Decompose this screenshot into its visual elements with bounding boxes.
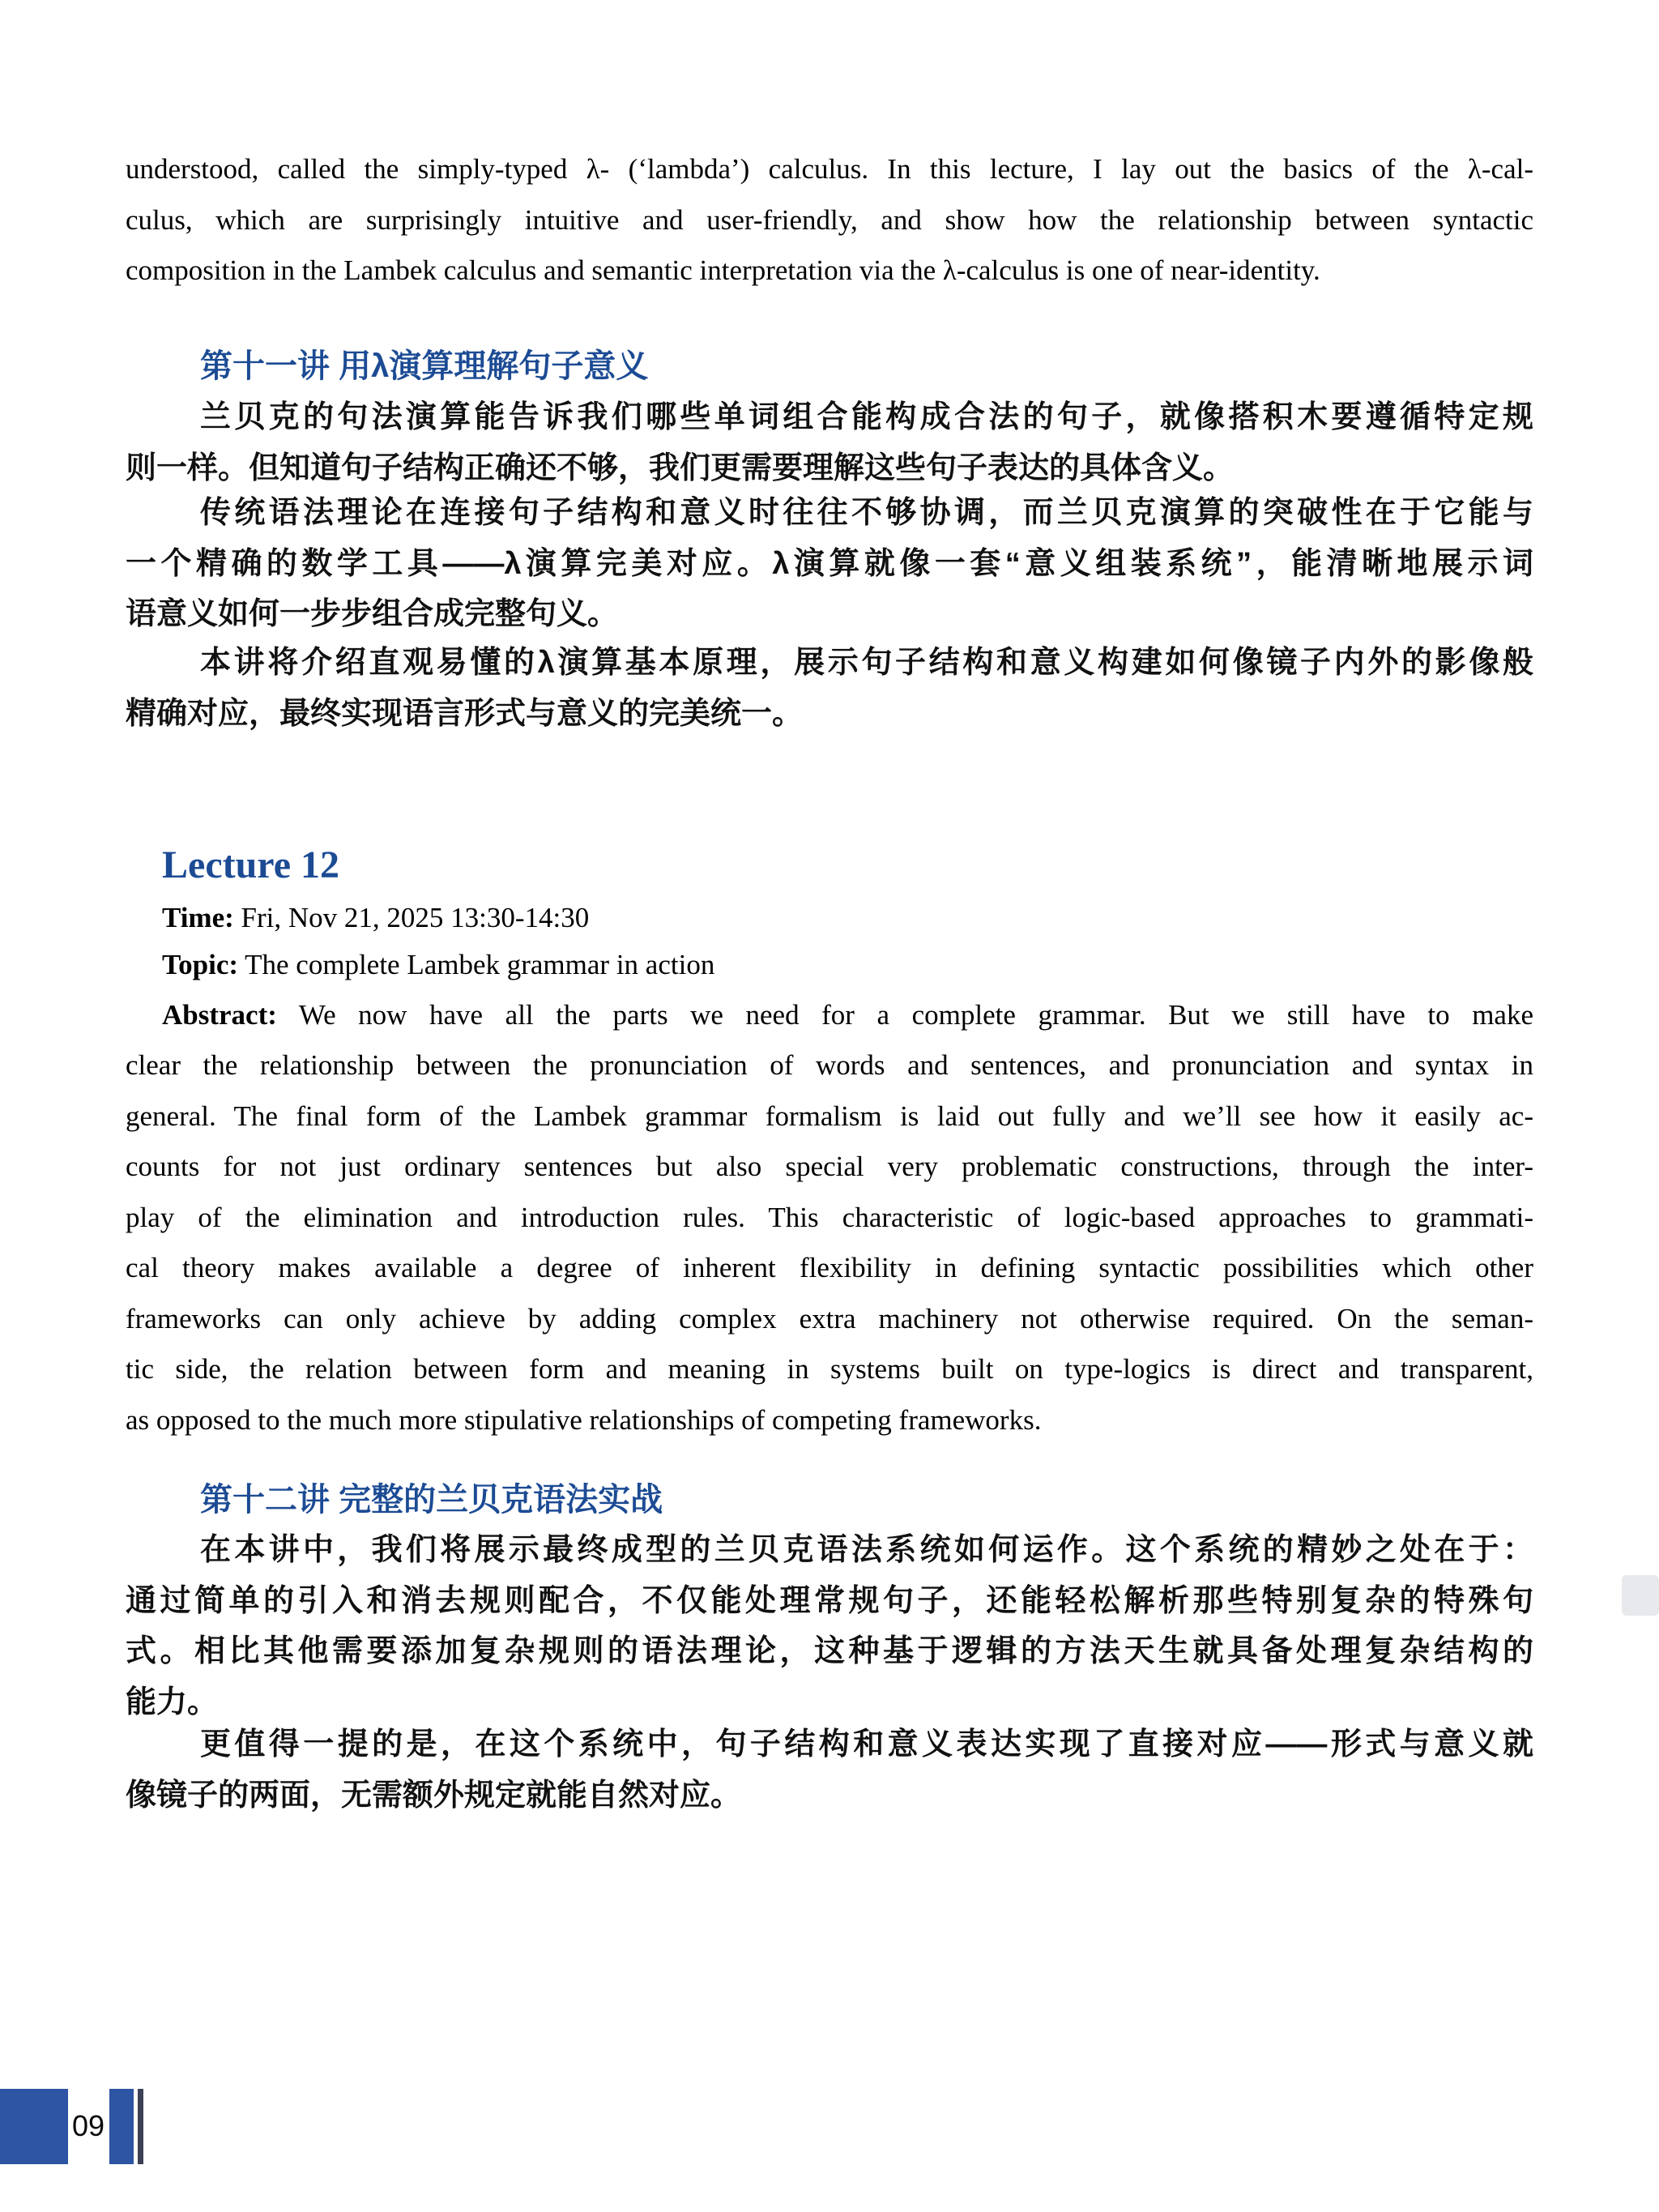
lecture12-abstract-first-line — [126, 990, 1533, 1041]
text-line: frameworks can only achieve by adding complex extra machinery not otherwise required. On the seman- — [126, 1302, 1533, 1334]
text-line: 本讲将介绍直观易懂的λ演算基本原理，展示句子结构和意义构建如何像镜子内外的影像般 — [200, 646, 1533, 680]
text-line: cal theory makes available a degree of inherent flexibility in defining syntactic possibilities which other — [126, 1252, 1533, 1283]
text-line: 则一样。但知道句子结构正确还不够，我们更需要理解这些句子表达的具体含义。 — [126, 451, 1235, 485]
text-line: 通过简单的引入和消去规则配合，不仅能处理常规句子，还能轻松解析那些特别复杂的特殊句 — [126, 1583, 1533, 1618]
text-line — [126, 990, 1533, 1041]
page-number: 09 — [71, 2109, 105, 2142]
text-line: play of the elimination and introduction rules. This characteristic of logic-based approaches to grammati- — [126, 1201, 1533, 1233]
lecture12-title: Lecture 12 — [162, 843, 340, 886]
lecture11-paragraph-1 — [126, 392, 1533, 493]
lecture12-cn-heading: 第十二讲 完整的兰贝克语法实战 — [200, 1482, 663, 1518]
lecture12-topic-line — [126, 940, 1533, 991]
text-line: counts for not just ordinary sentences but also special very problematic constructions, through the inter- — [126, 1151, 1533, 1182]
text-line: 兰贝克的句法演算能告诉我们哪些单词组合能构成合法的句子，就像搭积木要遵循特定规 — [200, 400, 1533, 434]
text-line: 语意义如何一步步组合成完整句义。 — [126, 597, 619, 631]
text-line: 像镜子的两面，无需额外规定就能自然对应。 — [126, 1778, 742, 1813]
lecture12-time-line — [126, 893, 1533, 944]
text-line: culus, which are surprisingly intuitive and user-friendly, and show how the relationship between syntactic — [126, 203, 1533, 236]
footer-accent-bar-thin — [138, 2089, 143, 2164]
footer-accent-bar — [109, 2089, 134, 2164]
lecture11-cn-heading: 第十一讲 用λ演算理解句子意义 — [200, 348, 649, 384]
text-line: general. The final form of the Lambek grammar formalism is laid out fully and we’ll see how it easily ac- — [126, 1100, 1533, 1132]
topic-label: Topic: — [162, 949, 239, 980]
topic-value: The complete Lambek grammar in action — [238, 949, 715, 980]
text-line: composition in the Lambek calculus and semantic interpretation via the λ-calculus is one of near-identity. — [126, 254, 1320, 286]
text-line: 传统语法理论在连接句子结构和意义时往往不够协调，而兰贝克演算的突破性在于它能与 — [200, 496, 1533, 530]
lecture11-paragraph-2 — [126, 488, 1533, 640]
lecture12-paragraph-1 — [126, 1525, 1533, 1727]
scrollbar-thumb[interactable] — [1622, 1575, 1659, 1616]
text-line: 能力。 — [126, 1685, 219, 1719]
text-line: 更值得一提的是，在这个系统中，句子结构和意义表达实现了直接对应——形式与意义就 — [200, 1727, 1533, 1761]
text-line: as opposed to the much more stipulative relationships of competing frameworks. — [126, 1403, 1042, 1436]
abstract-first-text: We now have all the parts we need for a complete grammar. But we still have to make — [276, 999, 1533, 1031]
lecture11-paragraph-3 — [126, 638, 1533, 739]
text-line: 式。相比其他需要添加复杂规则的语法理论，这种基于逻辑的方法天生就具备处理复杂结构的 — [126, 1634, 1533, 1668]
text-line: 精确对应，最终实现语言形式与意义的完美统一。 — [126, 696, 804, 731]
text-line: understood, called the simply-typed λ- (‘lambda’) calculus. In this lecture, I lay out the basics of the λ-cal- — [126, 153, 1533, 185]
lecture12-abstract-body — [126, 1040, 1533, 1445]
text-line: tic side, the relation between form and meaning in systems built on type-logics is direct and transparent, — [126, 1353, 1533, 1385]
footer-accent-square — [0, 2089, 68, 2164]
text-line: 一个精确的数学工具——λ演算完美对应。λ演算就像一套“意义组装系统”，能清晰地展示词 — [126, 546, 1533, 581]
lecture12-paragraph-2 — [126, 1719, 1533, 1821]
text-line: clear the relationship between the pronunciation of words and sentences, and pronunciation and syntax in — [126, 1049, 1533, 1081]
time-value: Fri, Nov 21, 2025 13:30-14:30 — [233, 902, 590, 933]
abstract-label: Abstract: — [162, 999, 277, 1031]
intro-paragraph — [126, 144, 1533, 297]
time-label: Time: — [162, 902, 234, 933]
text-line: 在本讲中，我们将展示最终成型的兰贝克语法系统如何运作。这个系统的精妙之处在于： — [200, 1533, 1533, 1567]
